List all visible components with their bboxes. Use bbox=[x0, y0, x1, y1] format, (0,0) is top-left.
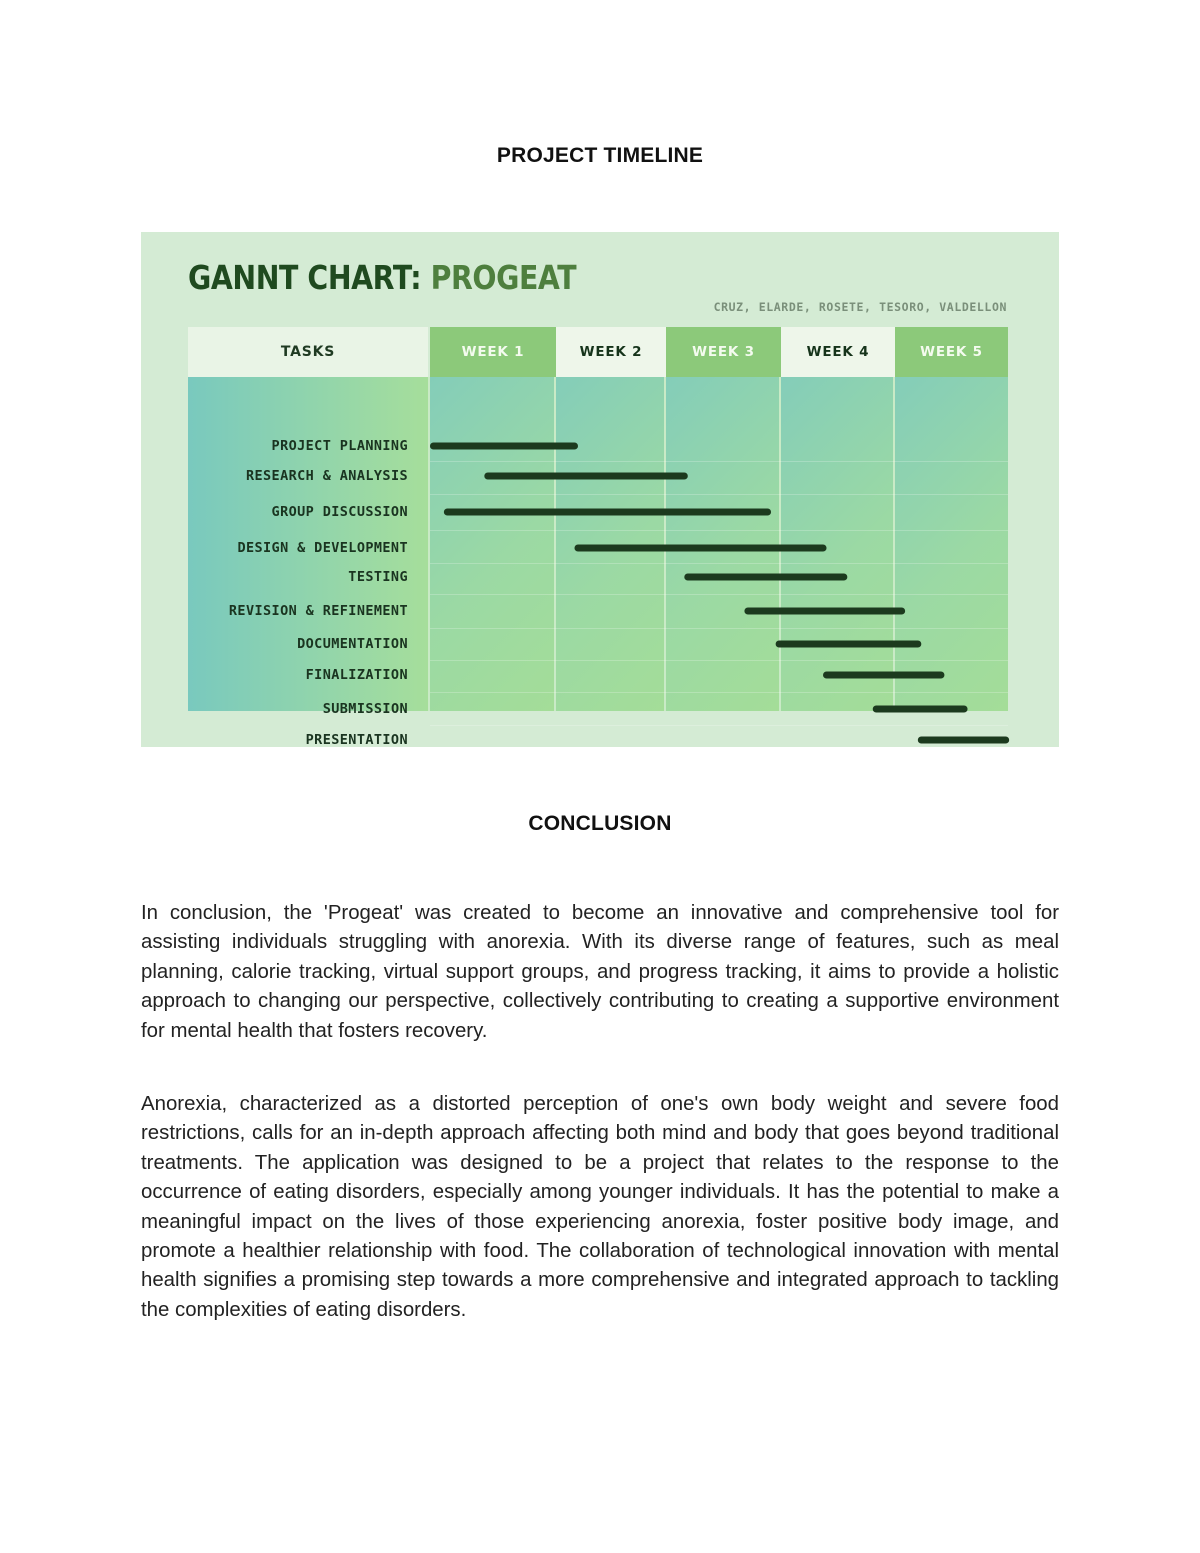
conclusion-paragraph-2: Anorexia, characterized as a distorted perception of one's own body weight and severe food restrictions, calls for an in-depth approach affecting both mind and body that goes beyond traditional treatments. The application was designed to be a project that relates to the response to the occurrence of eating disorders, especially among younger individuals. It has the potential to make a meaningful impact on the lives of those experiencing anorexia, foster positive body image, and promote a healthier relationship with food. The collaboration of technological innovation with mental health signifies a promising step towards a more comprehensive and integrated approach to tackling the complexities of eating disorders. bbox=[141, 1093, 1059, 1321]
row-separator bbox=[430, 725, 1008, 726]
conclusion-heading: CONCLUSION bbox=[528, 812, 672, 835]
task-label: GROUP DISCUSSION bbox=[271, 504, 408, 520]
task-label: REVISION & REFINEMENT bbox=[228, 603, 408, 619]
week-header: WEEK 3 bbox=[666, 327, 781, 377]
task-label: DOCUMENTATION bbox=[297, 636, 408, 652]
task-label: FINALIZATION bbox=[305, 667, 408, 683]
gantt-title bbox=[188, 256, 576, 300]
task-label: DESIGN & DEVELOPMENT bbox=[237, 540, 408, 556]
task-label: PRESENTATION bbox=[305, 732, 408, 748]
conclusion-paragraph-1: In conclusion, the 'Progeat' was created to become an innovative and comprehensive tool for assisting individuals struggling with anorexia. With its diverse range of features, such as meal planning, calorie tracking, virtual support groups, and progress tracking, it aims to provide a holistic approach to changing our perspective, collectively contributing to creating a supportive environment for mental health that fosters recovery. bbox=[141, 902, 1059, 1042]
task-label: PROJECT PLANNING bbox=[271, 438, 408, 454]
task-label: SUBMISSION bbox=[322, 701, 408, 717]
tasks-column-header: TASKS bbox=[188, 327, 428, 377]
week-header: WEEK 4 bbox=[781, 327, 895, 377]
project-timeline-heading: PROJECT TIMELINE bbox=[496, 144, 704, 167]
gantt-title-project: PROGEAT bbox=[430, 258, 577, 297]
week-header: WEEK 5 bbox=[895, 327, 1008, 377]
task-label: RESEARCH & ANALYSIS bbox=[245, 468, 408, 484]
gantt-title-prefix: GANNT CHART: bbox=[188, 258, 422, 297]
task-label: TESTING bbox=[348, 569, 408, 585]
gantt-authors: CRUZ, ELARDE, ROSETE, TESORO, VALDELLON bbox=[713, 300, 1007, 314]
week-header: WEEK 2 bbox=[556, 327, 666, 377]
gantt-chart-graphic bbox=[141, 232, 1059, 747]
gantt-bars bbox=[188, 327, 1008, 711]
gantt-grid bbox=[188, 327, 1008, 748]
week-header: WEEK 1 bbox=[430, 327, 556, 377]
